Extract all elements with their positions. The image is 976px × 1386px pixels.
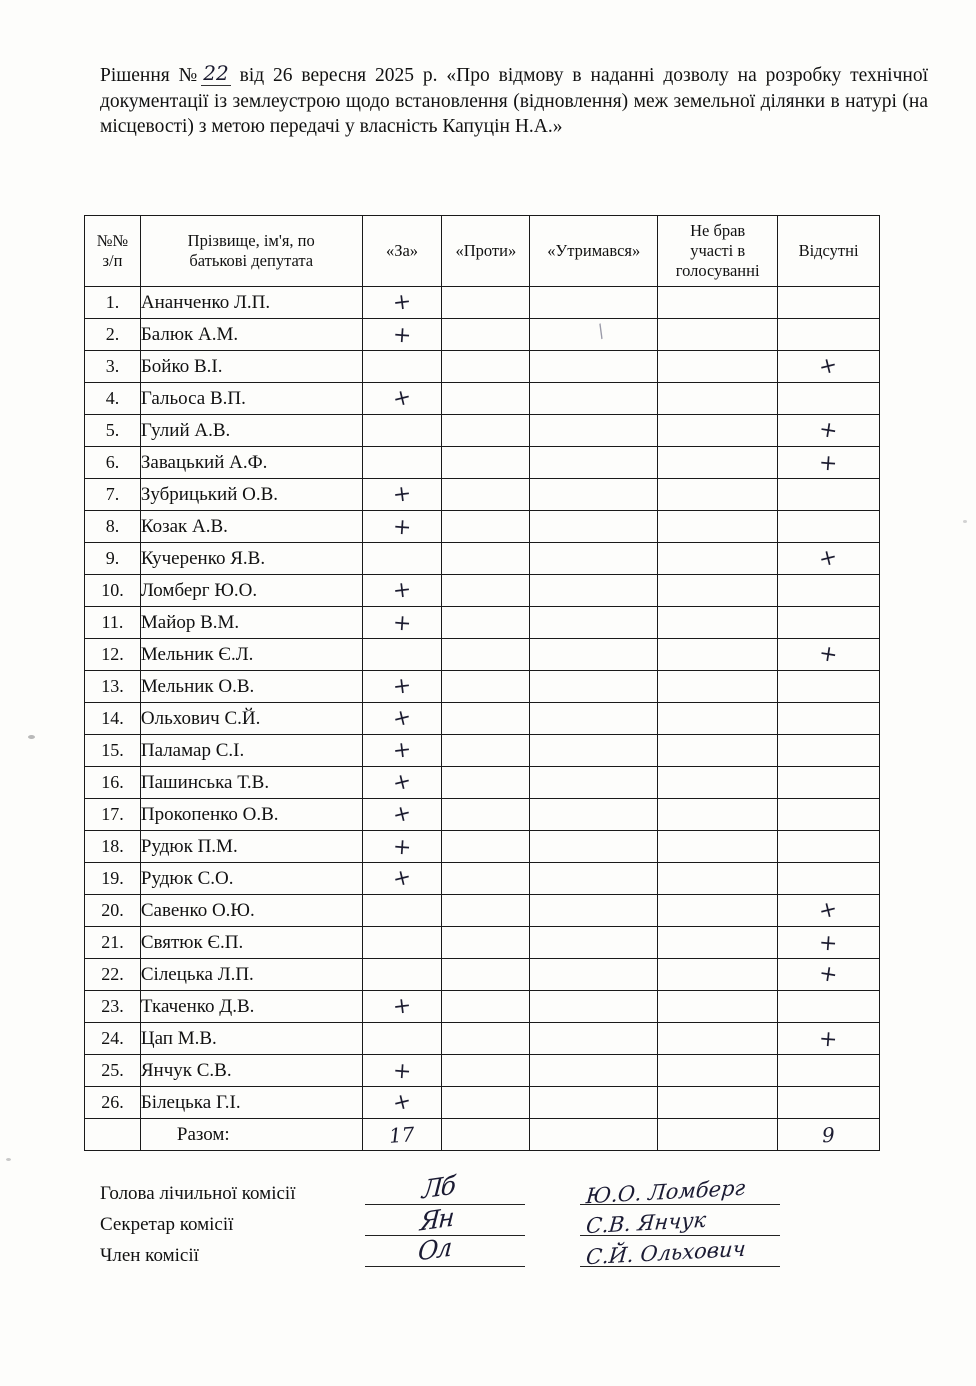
vote-against-cell	[442, 1087, 530, 1119]
row-number: 9.	[85, 543, 141, 575]
deputy-name: Ананченко Л.П.	[140, 287, 362, 319]
table-row	[85, 767, 880, 799]
row-number: 24.	[85, 1023, 141, 1055]
deputy-name: Ольхович С.Й.	[140, 703, 362, 735]
vote-for-cell	[362, 1023, 442, 1055]
table-row	[85, 895, 880, 927]
vote-mark: +	[816, 351, 841, 381]
vote-abstained-cell	[530, 1087, 658, 1119]
vote-against-cell	[442, 415, 530, 447]
deputy-name: Завацький А.Ф.	[140, 447, 362, 479]
row-number: 15.	[85, 735, 141, 767]
vote-abstained-cell	[530, 831, 658, 863]
row-number: 4.	[85, 383, 141, 415]
column-header-for: «За»	[362, 216, 442, 287]
vote-mark: +	[818, 929, 839, 957]
table-row	[85, 703, 880, 735]
vote-for-cell	[362, 575, 442, 607]
signature-name-chairman: Ю.О. Ломберг	[585, 1175, 747, 1209]
heading-prefix: Рішення №	[100, 65, 202, 86]
column-header-name-line1: Прізвище, ім'я, по	[187, 231, 315, 250]
table-row	[85, 927, 880, 959]
column-header-no-line1: №№	[96, 231, 129, 250]
vote-not-voted-cell	[658, 895, 778, 927]
vote-absent-cell	[778, 607, 880, 639]
signature-name-secretary: С.В. Янчук	[585, 1207, 708, 1239]
table-row	[85, 1023, 880, 1055]
vote-absent-cell	[778, 767, 880, 799]
vote-not-voted-cell	[658, 671, 778, 703]
vote-absent-cell	[778, 287, 880, 319]
deputy-name: Козак А.В.	[140, 511, 362, 543]
vote-against-cell	[442, 575, 530, 607]
vote-for-cell	[362, 991, 442, 1023]
vote-for-cell	[362, 831, 442, 863]
table-row	[85, 671, 880, 703]
deputy-name: Балюк А.М.	[140, 319, 362, 351]
vote-absent-cell	[778, 895, 880, 927]
table-row	[85, 543, 880, 575]
vote-mark: +	[391, 992, 413, 1020]
total-for-cell	[362, 1119, 442, 1151]
vote-absent-cell	[778, 1023, 880, 1055]
vote-against-cell	[442, 287, 530, 319]
row-number: 12.	[85, 639, 141, 671]
scan-speck	[6, 1158, 11, 1161]
vote-absent-cell	[778, 383, 880, 415]
vote-abstained-cell	[530, 607, 658, 639]
table-row	[85, 1087, 880, 1119]
vote-absent-cell	[778, 447, 880, 479]
vote-against-cell	[442, 543, 530, 575]
vote-for-cell	[362, 671, 442, 703]
vote-not-voted-cell	[658, 447, 778, 479]
vote-absent-cell	[778, 831, 880, 863]
heading-body: від 26 вересня 2025 р. «Про відмову в наданні дозволу на розробку технічної документації із землеустрою щодо встановлення (відновлення) меж земельної ділянки в натурі (на місцевості) з метою передачі у власність Капуцін Н.А.»	[100, 65, 929, 137]
vote-abstained-cell	[530, 351, 658, 383]
vote-mark: +	[389, 863, 414, 893]
vote-mark: +	[391, 1057, 413, 1085]
vote-mark: +	[818, 449, 839, 477]
vote-abstained-cell	[530, 1055, 658, 1087]
vote-for-cell	[362, 1087, 442, 1119]
vote-mark: +	[389, 703, 414, 733]
vote-abstained-cell	[530, 479, 658, 511]
signature-name-member: С.Й. Ольхович	[585, 1236, 747, 1270]
table-total-row	[85, 1119, 880, 1151]
column-header-name	[140, 216, 362, 287]
deputy-name: Ломберг Ю.О.	[140, 575, 362, 607]
vote-mark: +	[818, 1025, 839, 1053]
vote-against-cell	[442, 831, 530, 863]
vote-not-voted-cell	[658, 735, 778, 767]
vote-for-cell	[362, 351, 442, 383]
vote-absent-cell	[778, 703, 880, 735]
table-row	[85, 1055, 880, 1087]
vote-absent-cell	[778, 671, 880, 703]
vote-for-cell	[362, 287, 442, 319]
vote-absent-cell	[778, 863, 880, 895]
vote-for-cell	[362, 415, 442, 447]
vote-absent-cell	[778, 415, 880, 447]
vote-abstained-cell	[530, 991, 658, 1023]
row-number: 26.	[85, 1087, 141, 1119]
vote-absent-cell	[778, 991, 880, 1023]
vote-for-cell	[362, 447, 442, 479]
vote-for-cell	[362, 511, 442, 543]
vote-against-cell	[442, 927, 530, 959]
vote-mark: +	[391, 480, 413, 508]
row-number: 21.	[85, 927, 141, 959]
column-header-against: «Проти»	[442, 216, 530, 287]
vote-abstained-cell	[530, 447, 658, 479]
deputy-name: Мельник Є.Л.	[140, 639, 362, 671]
vote-abstained-cell	[530, 799, 658, 831]
vote-abstained-cell	[530, 671, 658, 703]
vote-not-voted-cell	[658, 479, 778, 511]
vote-mark: +	[391, 576, 413, 604]
vote-not-voted-cell	[658, 351, 778, 383]
table-row	[85, 831, 880, 863]
vote-not-voted-cell	[658, 863, 778, 895]
vote-abstained-cell	[530, 543, 658, 575]
total-against-cell	[442, 1119, 530, 1151]
row-number: 13.	[85, 671, 141, 703]
vote-mark: +	[391, 288, 413, 316]
row-number: 2.	[85, 319, 141, 351]
row-number: 10.	[85, 575, 141, 607]
vote-not-voted-cell	[658, 319, 778, 351]
vote-against-cell	[442, 639, 530, 671]
signature-role-secretary: Секретар комісії	[100, 1214, 234, 1235]
row-number: 6.	[85, 447, 141, 479]
deputy-name: Мельник О.В.	[140, 671, 362, 703]
vote-absent-cell	[778, 543, 880, 575]
table-row	[85, 799, 880, 831]
vote-mark: +	[389, 383, 414, 413]
vote-absent-cell	[778, 927, 880, 959]
vote-not-voted-cell	[658, 831, 778, 863]
table-row	[85, 575, 880, 607]
row-number: 3.	[85, 351, 141, 383]
vote-mark: +	[817, 960, 840, 988]
scan-speck	[963, 520, 967, 523]
vote-against-cell	[442, 607, 530, 639]
vote-not-voted-cell	[658, 287, 778, 319]
row-number: 25.	[85, 1055, 141, 1087]
vote-absent-cell	[778, 319, 880, 351]
signature-mark-chairman: Лб	[421, 1170, 456, 1205]
vote-against-cell	[442, 863, 530, 895]
signature-row-member	[100, 1232, 900, 1271]
deputy-name: Святюк Є.П.	[140, 927, 362, 959]
vote-against-cell	[442, 383, 530, 415]
vote-abstained-cell	[530, 1023, 658, 1055]
vote-against-cell	[442, 479, 530, 511]
column-header-no	[85, 216, 141, 287]
deputy-name: Ткаченко Д.В.	[140, 991, 362, 1023]
vote-for-cell	[362, 383, 442, 415]
signature-role-member: Член комісії	[100, 1245, 199, 1266]
table-row	[85, 639, 880, 671]
vote-absent-cell	[778, 735, 880, 767]
vote-for-cell	[362, 607, 442, 639]
deputy-name: Паламар С.І.	[140, 735, 362, 767]
deputy-name: Кучеренко Я.В.	[140, 543, 362, 575]
vote-abstained-cell	[530, 863, 658, 895]
stray-pen-stroke: /	[594, 320, 609, 343]
vote-not-voted-cell	[658, 927, 778, 959]
vote-mark: +	[816, 543, 841, 573]
signature-mark-member: Ол	[417, 1232, 452, 1267]
deputy-name: Цап М.В.	[140, 1023, 362, 1055]
total-label: Разом:	[140, 1119, 362, 1151]
scan-speck	[28, 735, 35, 739]
vote-not-voted-cell	[658, 1055, 778, 1087]
vote-not-voted-cell	[658, 607, 778, 639]
deputy-name: Білецька Г.І.	[140, 1087, 362, 1119]
table-row	[85, 319, 880, 351]
vote-against-cell	[442, 319, 530, 351]
row-number: 1.	[85, 287, 141, 319]
vote-mark: +	[391, 513, 413, 541]
vote-not-voted-cell	[658, 575, 778, 607]
deputy-name: Савенко О.Ю.	[140, 895, 362, 927]
vote-absent-cell	[778, 799, 880, 831]
row-number: 14.	[85, 703, 141, 735]
vote-not-voted-cell	[658, 383, 778, 415]
vote-not-voted-cell	[658, 767, 778, 799]
column-header-name-line2: батькові депутата	[189, 251, 314, 270]
deputy-name: Гальоса В.П.	[140, 383, 362, 415]
vote-not-voted-cell	[658, 1023, 778, 1055]
vote-for-cell	[362, 927, 442, 959]
vote-for-cell	[362, 959, 442, 991]
vote-mark: +	[389, 767, 414, 797]
deputy-name: Рудюк П.М.	[140, 831, 362, 863]
table-row	[85, 447, 880, 479]
vote-against-cell	[442, 895, 530, 927]
table-row	[85, 607, 880, 639]
vote-absent-cell	[778, 1087, 880, 1119]
vote-abstained-cell	[530, 511, 658, 543]
vote-abstained-cell	[530, 735, 658, 767]
vote-mark: +	[391, 833, 413, 861]
vote-mark: +	[391, 736, 413, 764]
vote-for-cell	[362, 767, 442, 799]
vote-absent-cell	[778, 1055, 880, 1087]
vote-against-cell	[442, 799, 530, 831]
vote-against-cell	[442, 735, 530, 767]
deputy-name: Сілецька Л.П.	[140, 959, 362, 991]
signature-row-chairman	[100, 1170, 900, 1209]
vote-abstained-cell	[530, 319, 658, 351]
voting-table	[84, 215, 880, 1151]
vote-for-cell	[362, 639, 442, 671]
deputy-name: Зубрицький О.В.	[140, 479, 362, 511]
table-row	[85, 351, 880, 383]
vote-abstained-cell	[530, 895, 658, 927]
vote-against-cell	[442, 447, 530, 479]
vote-not-voted-cell	[658, 991, 778, 1023]
column-header-abstained: «Утримався»	[530, 216, 658, 287]
vote-for-cell	[362, 703, 442, 735]
vote-abstained-cell	[530, 639, 658, 671]
vote-not-voted-cell	[658, 703, 778, 735]
table-row	[85, 479, 880, 511]
column-header-no-line2: з/п	[102, 251, 123, 270]
vote-not-voted-cell	[658, 799, 778, 831]
vote-absent-cell	[778, 959, 880, 991]
vote-against-cell	[442, 1055, 530, 1087]
vote-for-cell	[362, 799, 442, 831]
signature-line-member	[365, 1266, 525, 1267]
vote-abstained-cell	[530, 575, 658, 607]
vote-mark: +	[817, 640, 840, 668]
vote-absent-cell	[778, 639, 880, 671]
deputy-name: Рудюк С.О.	[140, 863, 362, 895]
total-for-value: 17	[388, 1121, 416, 1148]
vote-mark: +	[816, 895, 841, 925]
vote-not-voted-cell	[658, 415, 778, 447]
vote-abstained-cell	[530, 383, 658, 415]
table-row	[85, 863, 880, 895]
column-header-absent: Відсутні	[778, 216, 880, 287]
vote-against-cell	[442, 351, 530, 383]
vote-against-cell	[442, 511, 530, 543]
total-absent-value: 9	[821, 1122, 836, 1147]
vote-mark: +	[391, 672, 413, 700]
table-body	[85, 287, 880, 1151]
table-row	[85, 415, 880, 447]
row-number: 16.	[85, 767, 141, 799]
vote-absent-cell	[778, 479, 880, 511]
vote-for-cell	[362, 863, 442, 895]
row-number: 17.	[85, 799, 141, 831]
table-row	[85, 959, 880, 991]
vote-mark: +	[391, 609, 413, 637]
vote-mark: +	[391, 321, 413, 349]
heading-decision-number: 22	[203, 61, 229, 85]
row-number: 18.	[85, 831, 141, 863]
row-number: 11.	[85, 607, 141, 639]
table-row	[85, 511, 880, 543]
signature-row-secretary	[100, 1202, 900, 1240]
vote-absent-cell	[778, 351, 880, 383]
total-abstained-cell	[530, 1119, 658, 1151]
row-number: 23.	[85, 991, 141, 1023]
vote-absent-cell	[778, 575, 880, 607]
vote-mark: +	[389, 799, 414, 829]
vote-for-cell	[362, 319, 442, 351]
table-row	[85, 991, 880, 1023]
vote-mark: +	[817, 416, 840, 444]
vote-not-voted-cell	[658, 959, 778, 991]
deputy-name: Бойко В.І.	[140, 351, 362, 383]
deputy-name: Майор В.М.	[140, 607, 362, 639]
vote-not-voted-cell	[658, 511, 778, 543]
table-row	[85, 735, 880, 767]
deputy-name: Янчук С.В.	[140, 1055, 362, 1087]
row-number: 7.	[85, 479, 141, 511]
vote-against-cell	[442, 1023, 530, 1055]
vote-for-cell	[362, 895, 442, 927]
column-header-not-voted	[658, 216, 778, 287]
vote-against-cell	[442, 959, 530, 991]
vote-mark: +	[389, 1087, 414, 1117]
column-header-not-voted-line1: Не брав	[690, 221, 746, 240]
vote-abstained-cell	[530, 927, 658, 959]
row-number: 8.	[85, 511, 141, 543]
signature-block	[100, 1170, 900, 1271]
table-header-row	[85, 216, 880, 287]
total-absent-cell	[778, 1119, 880, 1151]
vote-not-voted-cell	[658, 639, 778, 671]
vote-against-cell	[442, 991, 530, 1023]
vote-not-voted-cell	[658, 1087, 778, 1119]
column-header-not-voted-line2: участі в	[690, 241, 746, 260]
vote-for-cell	[362, 479, 442, 511]
vote-abstained-cell	[530, 415, 658, 447]
row-number: 22.	[85, 959, 141, 991]
deputy-name: Пашинська Т.В.	[140, 767, 362, 799]
vote-against-cell	[442, 767, 530, 799]
vote-abstained-cell	[530, 287, 658, 319]
table-row	[85, 383, 880, 415]
vote-against-cell	[442, 703, 530, 735]
vote-for-cell	[362, 735, 442, 767]
signature-mark-secretary: Ян	[419, 1202, 454, 1237]
table-row	[85, 287, 880, 319]
row-number: 20.	[85, 895, 141, 927]
deputy-name: Прокопенко О.В.	[140, 799, 362, 831]
vote-absent-cell	[778, 511, 880, 543]
row-number: 5.	[85, 415, 141, 447]
row-number: 19.	[85, 863, 141, 895]
signature-role-chairman: Голова лічильної комісії	[100, 1183, 296, 1204]
vote-against-cell	[442, 671, 530, 703]
vote-not-voted-cell	[658, 543, 778, 575]
deputy-name: Гулий А.В.	[140, 415, 362, 447]
vote-for-cell	[362, 543, 442, 575]
total-empty-no	[85, 1119, 141, 1151]
vote-abstained-cell	[530, 959, 658, 991]
column-header-not-voted-line3: голосуванні	[675, 261, 760, 280]
document-heading	[100, 62, 928, 140]
vote-for-cell	[362, 1055, 442, 1087]
vote-abstained-cell	[530, 767, 658, 799]
vote-abstained-cell	[530, 703, 658, 735]
total-not-voted-cell	[658, 1119, 778, 1151]
